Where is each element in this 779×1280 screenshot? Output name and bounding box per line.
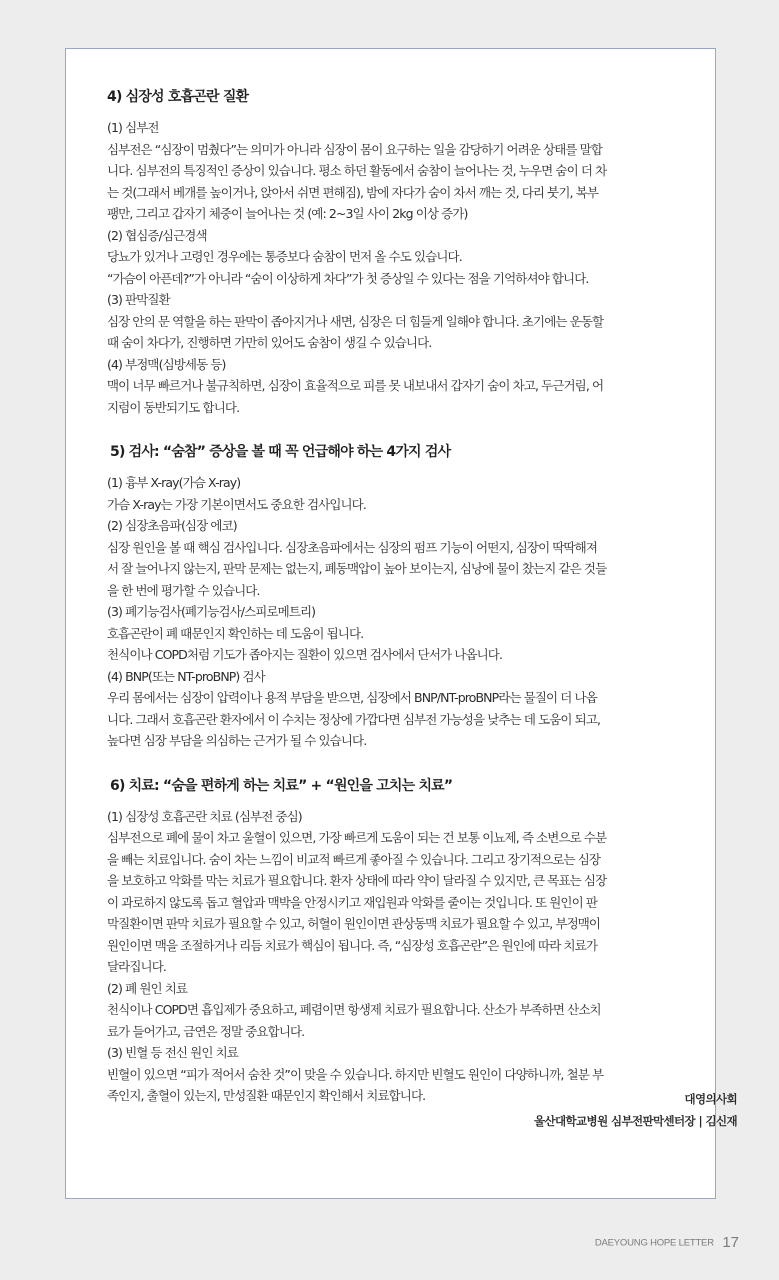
section-body xyxy=(107,806,675,1107)
body-line: 높다면 심장 부담을 의심하는 근거가 될 수 있습니다. xyxy=(107,733,367,748)
body-line: (1) 흉부 X-ray(가슴 X-ray) xyxy=(107,475,241,490)
body-line: 니다. 그래서 호흡곤란 환자에서 이 수치는 정상에 가깝다면 심부전 가능성을 낮추는 데 도움이 되고, xyxy=(107,711,601,727)
body-line: (4) 부정맥(심방세동 등) xyxy=(107,356,226,372)
body-line: (1) 심장성 호흡곤란 치료 (심부전 중심) xyxy=(107,808,302,824)
body-line: 때 숨이 차다가, 진행하면 가만히 있어도 숨참이 생길 수 있습니다. xyxy=(107,335,432,350)
body-line: 천식이나 COPD면 흡입제가 중요하고, 폐렴이면 항생제 치료가 필요합니다. 산소가 부족하면 산소치 xyxy=(107,1002,601,1017)
body-line: 료가 들어가고, 금연은 정말 중요합니다. xyxy=(107,1023,305,1039)
body-line: 원인이면 맥을 조절하거나 리듬 치료가 핵심이 됩니다. 즉, “심장성 호흡곤란”은 원인에 따라 치료가 xyxy=(107,937,598,953)
body-line: 니다. 심부전의 특징적인 증상이 있습니다. 평소 하던 활동에서 숨참이 늘어나는 것, 누우면 숨이 더 차 xyxy=(107,163,607,178)
body-line: 지럼이 동반되기도 합니다. xyxy=(107,399,240,415)
author-signature xyxy=(534,1088,737,1132)
body-line: (1) 심부전 xyxy=(107,120,159,135)
body-line: 호흡곤란이 폐 때문인지 확인하는 데 도움이 됩니다. xyxy=(107,625,364,641)
organization-name: 대영의사회 xyxy=(684,1092,737,1106)
section-title: 6) 치료: “숨을 편하게 하는 치료” + “원인을 고치는 치료” xyxy=(110,777,453,794)
section-tests xyxy=(107,442,675,752)
body-line: 우리 몸에서는 심장이 압력이나 용적 부담을 받으면, 심장에서 BNP/NT-proBNP라는 물질이 더 나옵 xyxy=(107,690,597,705)
body-line: (3) 빈혈 등 전신 원인 치료 xyxy=(107,1045,238,1060)
body-line: (2) 심장초음파(심장 에코) xyxy=(107,518,237,533)
body-line: (3) 폐기능검사(폐기능검사/스피로메트리) xyxy=(107,604,316,619)
body-line: 당뇨가 있거나 고령인 경우에는 통증보다 숨참이 먼저 올 수도 있습니다. xyxy=(107,249,462,264)
body-line: (2) 협심증/심근경색 xyxy=(107,227,207,243)
body-line: 을 빼는 치료입니다. 숨이 차는 느낌이 비교적 빠르게 좋아질 수 있습니다. 그리고 장기적으로는 심장 xyxy=(107,851,601,867)
body-line: (3) 판막질환 xyxy=(107,292,170,307)
section-title: 5) 검사: “숨참” 증상을 볼 때 꼭 언급해야 하는 4가지 검사 xyxy=(110,444,451,460)
section-treatment xyxy=(107,776,675,1107)
body-line: 을 한 번에 평가할 수 있습니다. xyxy=(107,582,260,598)
section-body xyxy=(107,117,675,418)
body-line: 을 보호하고 악화를 막는 치료가 필요합니다. 환자 상태에 따라 약이 달라질 수 있지만, 큰 목표는 심장 xyxy=(107,873,607,888)
body-line: 심부전은 “심장이 멈췄다”는 의미가 아니라 심장이 몸이 요구하는 일을 감당하기 어려운 상태를 말합 xyxy=(107,141,603,157)
section-cardiac-dyspnea xyxy=(107,87,675,418)
body-line: 서 잘 늘어나지 않는지, 판막 문제는 없는지, 폐동맥압이 높아 보이는지, 심낭에 물이 찼는지 같은 것들 xyxy=(107,561,607,576)
article-card xyxy=(65,48,716,1199)
body-line: 달라집니다. xyxy=(107,959,166,974)
body-line: 막질환이면 판막 치료가 필요할 수 있고, 허혈이 원인이면 관상동맥 치료가 필요할 수 있고, 부정맥이 xyxy=(107,916,601,931)
section-title: 4) 심장성 호흡곤란 질환 xyxy=(107,89,249,105)
body-line: 족인지, 출혈이 있는지, 만성질환 때문인지 확인해서 치료합니다. xyxy=(107,1088,426,1103)
body-line: 맥이 너무 빠르거나 불규칙하면, 심장이 효율적으로 피를 못 내보내서 갑자기 숨이 차고, 두근거림, 어 xyxy=(107,378,604,393)
body-line: 심장 안의 문 역할을 하는 판막이 좁아지거나 새면, 심장은 더 힘들게 일해야 합니다. 초기에는 운동할 xyxy=(107,313,604,329)
body-line: 천식이나 COPD처럼 기도가 좁아지는 질환이 있으면 검사에서 단서가 나옵니다. xyxy=(107,647,503,662)
body-line: (2) 폐 원인 치료 xyxy=(107,980,188,996)
body-line: 빈혈이 있으면 “피가 적어서 숨찬 것”이 맞을 수 있습니다. 하지만 빈혈도 원인이 다양하니까, 철분 부 xyxy=(107,1066,604,1082)
body-line: 는 것(그래서 베개를 높이거나, 앉아서 쉬면 편해짐), 밤에 자다가 숨이 차서 깨는 것, 다리 붓기, 복부 xyxy=(107,184,598,200)
body-line: 팽만, 그리고 갑자기 체중이 늘어나는 것 (예: 2~3일 사이 2kg 이상 증가) xyxy=(107,206,468,221)
newsletter-name: DAEYOUNG HOPE LETTER xyxy=(594,1237,714,1249)
page-footer xyxy=(595,1234,739,1252)
body-line: 심부전으로 폐에 물이 차고 울혈이 있으면, 가장 빠르게 도움이 되는 건 보통 이뇨제, 즉 소변으로 수분 xyxy=(107,830,607,845)
page-number: 17 xyxy=(722,1234,739,1252)
section-body xyxy=(107,472,675,752)
author-credit: 울산대학교병원 심부전판막센터장 | 김신재 xyxy=(534,1114,737,1128)
body-line: “가슴이 아픈데?”가 아니라 “숨이 이상하게 차다”가 첫 증상일 수 있다는 점을 기억하셔야 합니다. xyxy=(107,270,589,286)
body-line: 이 과로하지 않도록 돕고 혈압과 맥박을 안정시키고 재입원과 악화를 줄이는 것입니다. 또 원인이 판 xyxy=(107,894,598,910)
body-line: 심장 원인을 볼 때 핵심 검사입니다. 심장초음파에서는 심장의 펌프 기능이 어떤지, 심장이 딱딱해져 xyxy=(107,539,598,555)
body-line: (4) BNP(또는 NT-proBNP) 검사 xyxy=(107,668,265,684)
body-line: 가슴 X-ray는 가장 기본이면서도 중요한 검사입니다. xyxy=(107,496,366,512)
